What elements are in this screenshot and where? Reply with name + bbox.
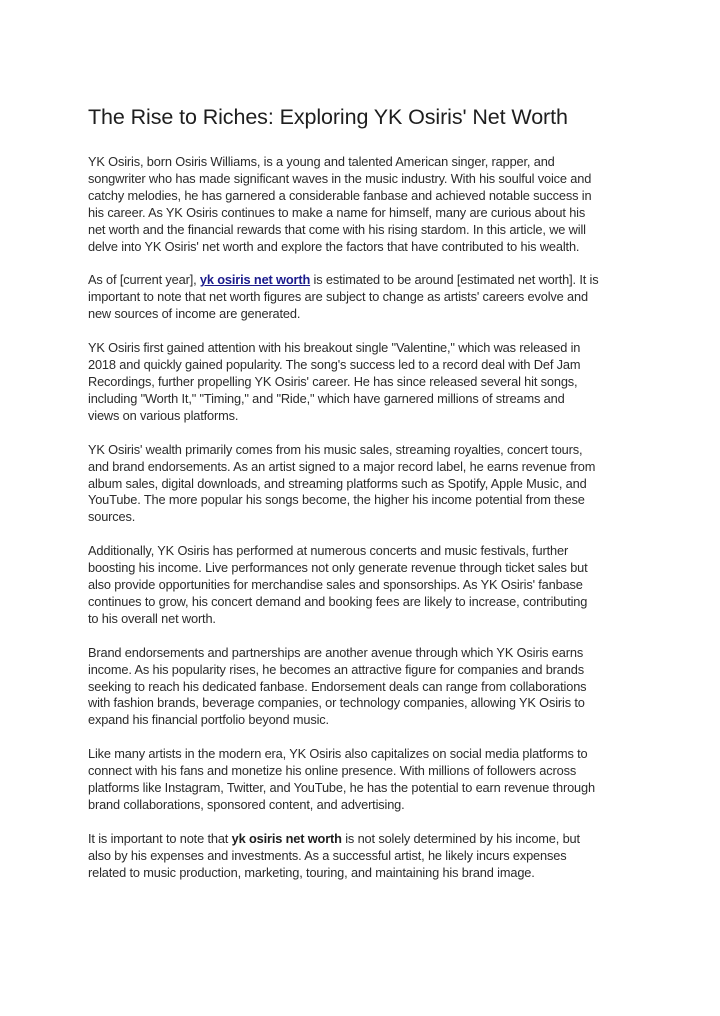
text-line: to his overall net worth. xyxy=(88,610,216,626)
text-line: including "Worth It," "Timing," and "Ride," which have garnered millions of streams and xyxy=(88,390,565,406)
text-line: songwriter who has made significant waves in the music industry. With his soulful voice and xyxy=(88,170,592,186)
document-content xyxy=(88,103,638,899)
text-fragment: is not solely determined by his income, but xyxy=(341,830,580,846)
text-line: continues to grow, his concert demand and booking fees are likely to increase, contributing xyxy=(88,593,588,609)
text-line: YK Osiris first gained attention with his breakout single "Valentine," which was released in xyxy=(88,340,581,356)
text-fragment: As of [current year], xyxy=(88,272,200,288)
text-line: with fashion brands, beverage companies, or technology companies, allowing YK Osiris to xyxy=(88,695,585,711)
text-line: brand collaborations, sponsored content, and advertising. xyxy=(88,797,405,812)
text-line: 2018 and quickly gained popularity. The song's success led to a record deal with Def Jam xyxy=(88,357,581,373)
text-line: views on various platforms. xyxy=(88,407,239,423)
text-line: also by his expenses and investments. As a successful artist, he likely incurs expenses xyxy=(88,847,567,863)
text-line: delve into YK Osiris' net worth and explore the factors that have contributed to his wealth. xyxy=(88,238,580,254)
text-line xyxy=(88,831,638,848)
paragraph-income-sources xyxy=(88,442,638,527)
text-fragment: is estimated to be around [estimated net worth]. It is xyxy=(310,272,599,288)
text-line: seeking to reach his dedicated fanbase. Endorsement deals can range from collaborations xyxy=(88,678,587,694)
text-line: album sales, digital downloads, and streaming platforms such as Spotify, Apple Music, and xyxy=(88,475,587,491)
text-line: YK Osiris' wealth primarily comes from his music sales, streaming royalties, concert tours, xyxy=(88,441,583,457)
paragraph-career xyxy=(88,340,638,425)
paragraph-net-worth xyxy=(88,272,638,323)
text-line xyxy=(88,272,638,289)
net-worth-keyword: yk osiris net worth xyxy=(231,830,342,846)
text-fragment: It is important to note that xyxy=(88,830,232,846)
text-line: Brand endorsements and partnerships are another avenue through which YK Osiris earns xyxy=(88,644,584,660)
text-line: sources. xyxy=(88,509,136,525)
text-line: his career. As YK Osiris continues to make a name for himself, many are curious about his xyxy=(88,204,586,220)
paragraph-concerts xyxy=(88,543,638,628)
page-title: The Rise to Riches: Exploring YK Osiris' Net Worth xyxy=(88,105,568,129)
text-line: and brand endorsements. As an artist signed to a major record label, he earns revenue from xyxy=(88,458,596,474)
paragraph-intro xyxy=(88,154,638,255)
text-line: expand his financial portfolio beyond music. xyxy=(88,712,329,728)
text-line: platforms like Instagram, Twitter, and YouTube, he has the potential to earn revenue through xyxy=(88,780,595,796)
text-line: Like many artists in the modern era, YK Osiris also capitalizes on social media platforms to xyxy=(88,746,588,762)
paragraph-expenses xyxy=(88,831,638,882)
text-line: connect with his fans and monetize his online presence. With millions of followers across xyxy=(88,763,577,779)
text-line: YouTube. The more popular his songs become, the higher his income potential from these xyxy=(88,492,585,508)
text-line: new sources of income are generated. xyxy=(88,306,301,322)
text-line: Recordings, further propelling YK Osiris' career. He has since released several hit songs, xyxy=(88,373,578,389)
text-line: YK Osiris, born Osiris Williams, is a young and talented American singer, rapper, and xyxy=(88,154,555,169)
text-line: boosting his income. Live performances not only generate revenue through ticket sales but xyxy=(88,560,588,576)
text-line: related to music production, marketing, touring, and maintaining his brand image. xyxy=(88,864,535,880)
text-line: net worth and the financial rewards that come with his rising stardom. In this article, we will xyxy=(88,221,586,237)
text-line: also provide opportunities for merchandise sales and sponsorships. As YK Osiris' fanbase xyxy=(88,577,583,593)
net-worth-link[interactable]: yk osiris net worth xyxy=(199,272,311,288)
text-line: important to note that net worth figures are subject to change as artists' careers evolve and xyxy=(88,289,588,305)
text-line: income. As his popularity rises, he becomes an attractive figure for companies and brands xyxy=(88,661,584,677)
text-line: Additionally, YK Osiris has performed at numerous concerts and music festivals, further xyxy=(88,543,569,559)
text-line: catchy melodies, he has garnered a considerable fanbase and achieved notable success in xyxy=(88,187,592,203)
paragraph-social-media xyxy=(88,746,638,814)
paragraph-endorsements xyxy=(88,645,638,730)
